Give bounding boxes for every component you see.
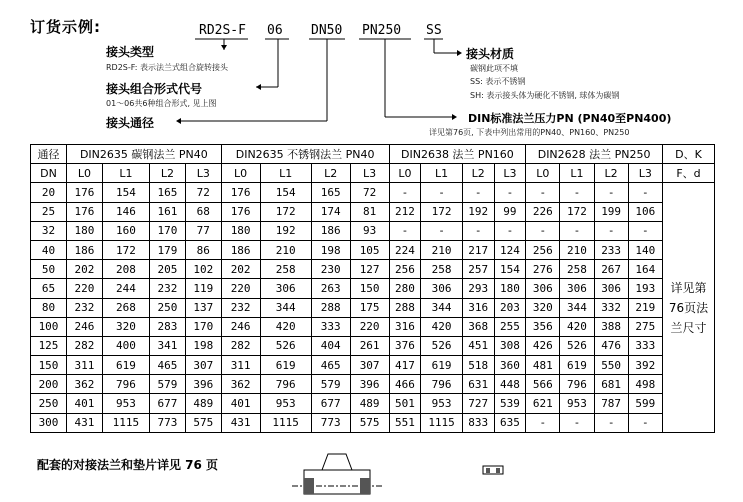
table-cell: 550 bbox=[594, 356, 628, 375]
material-label: 接头材质 bbox=[466, 47, 515, 61]
table-cell: - bbox=[526, 221, 560, 240]
table-cell: 203 bbox=[494, 298, 526, 317]
table-cell: 99 bbox=[494, 202, 526, 221]
dn-cell: 250 bbox=[31, 394, 67, 413]
table-cell: 404 bbox=[311, 336, 350, 355]
table-cell: 526 bbox=[560, 336, 594, 355]
table-row bbox=[31, 336, 715, 355]
table-cell: 368 bbox=[462, 317, 494, 336]
pressure-label: DIN标准法兰压力PN (PN40至PN400) bbox=[468, 112, 672, 125]
table-cell: 333 bbox=[311, 317, 350, 336]
table-cell: 257 bbox=[462, 260, 494, 279]
table-cell: 280 bbox=[389, 279, 421, 298]
table-cell: 172 bbox=[560, 202, 594, 221]
table-cell: 400 bbox=[102, 336, 149, 355]
table-cell: 282 bbox=[67, 336, 103, 355]
table-cell: - bbox=[494, 183, 526, 202]
table-cell: 233 bbox=[594, 240, 628, 259]
material-note-1: 碳钢此项不填 bbox=[470, 64, 518, 73]
table-cell: 268 bbox=[102, 298, 149, 317]
table-cell: - bbox=[628, 221, 662, 240]
table-cell: 619 bbox=[421, 356, 463, 375]
table-row bbox=[31, 317, 715, 336]
code-part-bore: DN50 bbox=[311, 23, 343, 38]
pressure-desc: 详见第76页, 下表中列出常用的PN40、PN160、PN250 bbox=[429, 128, 630, 137]
material-note-3: SH: 表示接头体为硬化不锈钢, 球体为碳钢 bbox=[470, 91, 620, 100]
table-cell: 401 bbox=[67, 394, 103, 413]
table-cell: 796 bbox=[260, 375, 311, 394]
table-cell: 293 bbox=[462, 279, 494, 298]
table-cell: 796 bbox=[102, 375, 149, 394]
dn-cell: 65 bbox=[31, 279, 67, 298]
dn-cell: 80 bbox=[31, 298, 67, 317]
table-cell: 205 bbox=[150, 260, 186, 279]
table-cell: 68 bbox=[185, 202, 221, 221]
table-row bbox=[31, 375, 715, 394]
header-carbon-pn40: DIN2635 碳钢法兰 PN40 bbox=[67, 145, 222, 164]
table-cell: 263 bbox=[311, 279, 350, 298]
table-cell: 232 bbox=[67, 298, 103, 317]
table-row bbox=[31, 260, 715, 279]
table-cell: 146 bbox=[102, 202, 149, 221]
table-cell: - bbox=[560, 183, 594, 202]
table-cell: 953 bbox=[560, 394, 594, 413]
dn-cell: 300 bbox=[31, 413, 67, 432]
table-cell: 288 bbox=[389, 298, 421, 317]
table-cell: 316 bbox=[389, 317, 421, 336]
table-cell: 220 bbox=[67, 279, 103, 298]
table-cell: 448 bbox=[494, 375, 526, 394]
table-cell: 401 bbox=[221, 394, 260, 413]
table-row bbox=[31, 413, 715, 432]
table-cell: 727 bbox=[462, 394, 494, 413]
table-cell: 288 bbox=[311, 298, 350, 317]
table-cell: - bbox=[462, 183, 494, 202]
subheader-cell: L0 bbox=[389, 164, 421, 183]
table-cell: 787 bbox=[594, 394, 628, 413]
table-row bbox=[31, 279, 715, 298]
table-cell: 232 bbox=[221, 298, 260, 317]
table-cell: 176 bbox=[221, 183, 260, 202]
table-cell: 77 bbox=[185, 221, 221, 240]
table-cell: 420 bbox=[421, 317, 463, 336]
table-cell: 180 bbox=[494, 279, 526, 298]
table-cell: 308 bbox=[494, 336, 526, 355]
table-cell: 431 bbox=[67, 413, 103, 432]
header-dk: D、K bbox=[663, 145, 715, 164]
table-cell: 501 bbox=[389, 394, 421, 413]
table-cell: 164 bbox=[628, 260, 662, 279]
table-cell: 174 bbox=[311, 202, 350, 221]
table-cell: 1115 bbox=[260, 413, 311, 432]
table-cell: 796 bbox=[421, 375, 463, 394]
table-cell: 179 bbox=[150, 240, 186, 259]
table-cell: 356 bbox=[526, 317, 560, 336]
table-cell: - bbox=[421, 183, 463, 202]
table-cell: 124 bbox=[494, 240, 526, 259]
table-cell: 306 bbox=[560, 279, 594, 298]
header-stainless-pn40: DIN2635 不锈钢法兰 PN40 bbox=[221, 145, 389, 164]
table-cell: - bbox=[526, 413, 560, 432]
code-part-pressure: PN250 bbox=[362, 23, 402, 38]
table-cell: 180 bbox=[67, 221, 103, 240]
footer-note: 配套的对接法兰和垫片详见 76 页 bbox=[37, 458, 219, 472]
table-cell: 579 bbox=[311, 375, 350, 394]
table-cell: 267 bbox=[594, 260, 628, 279]
table-cell: 417 bbox=[389, 356, 421, 375]
table-cell: 258 bbox=[260, 260, 311, 279]
table-cell: 186 bbox=[311, 221, 350, 240]
table-cell: 220 bbox=[221, 279, 260, 298]
table-cell: 208 bbox=[102, 260, 149, 279]
table-cell: 226 bbox=[526, 202, 560, 221]
subheader-cell: L2 bbox=[311, 164, 350, 183]
table-cell: 426 bbox=[526, 336, 560, 355]
table-cell: - bbox=[594, 221, 628, 240]
table-cell: 210 bbox=[560, 240, 594, 259]
table-cell: 150 bbox=[350, 279, 389, 298]
table-cell: 518 bbox=[462, 356, 494, 375]
table-cell: 362 bbox=[67, 375, 103, 394]
table-cell: 420 bbox=[560, 317, 594, 336]
table-cell: 599 bbox=[628, 394, 662, 413]
table-cell: 176 bbox=[67, 202, 103, 221]
table-cell: 102 bbox=[185, 260, 221, 279]
table-cell: 172 bbox=[260, 202, 311, 221]
table-cell: 566 bbox=[526, 375, 560, 394]
table-cell: 1115 bbox=[102, 413, 149, 432]
table-cell: 631 bbox=[462, 375, 494, 394]
table-cell: 154 bbox=[102, 183, 149, 202]
table-cell: 396 bbox=[185, 375, 221, 394]
table-cell: 105 bbox=[350, 240, 389, 259]
table-cell: 551 bbox=[389, 413, 421, 432]
table-cell: - bbox=[560, 413, 594, 432]
table-cell: 282 bbox=[221, 336, 260, 355]
table-cell: 575 bbox=[350, 413, 389, 432]
table-cell: 619 bbox=[560, 356, 594, 375]
table-header-row bbox=[31, 145, 715, 164]
table-cell: 476 bbox=[594, 336, 628, 355]
table-row bbox=[31, 183, 715, 202]
table-cell: 186 bbox=[67, 240, 103, 259]
table-cell: 154 bbox=[260, 183, 311, 202]
table-row bbox=[31, 356, 715, 375]
table-cell: 106 bbox=[628, 202, 662, 221]
table-cell: 392 bbox=[628, 356, 662, 375]
page-title: 订货示例: bbox=[30, 18, 101, 36]
table-cell: - bbox=[462, 221, 494, 240]
table-cell: 465 bbox=[311, 356, 350, 375]
table-cell: 72 bbox=[350, 183, 389, 202]
table-cell: 341 bbox=[150, 336, 186, 355]
table-cell: 307 bbox=[185, 356, 221, 375]
dn-cell: 40 bbox=[31, 240, 67, 259]
table-row bbox=[31, 221, 715, 240]
table-cell: 193 bbox=[628, 279, 662, 298]
table-cell: 172 bbox=[421, 202, 463, 221]
joint-type-label: 接头类型 bbox=[106, 45, 155, 59]
table-cell: 160 bbox=[102, 221, 149, 240]
table-cell: - bbox=[421, 221, 463, 240]
table-cell: 579 bbox=[150, 375, 186, 394]
table-cell: 283 bbox=[150, 317, 186, 336]
bore-label: 接头通径 bbox=[106, 116, 155, 130]
table-cell: 344 bbox=[260, 298, 311, 317]
dn-cell: 125 bbox=[31, 336, 67, 355]
subheader-cell: L0 bbox=[526, 164, 560, 183]
table-cell: 307 bbox=[350, 356, 389, 375]
table-cell: 127 bbox=[350, 260, 389, 279]
table-cell: 86 bbox=[185, 240, 221, 259]
table-row bbox=[31, 298, 715, 317]
table-cell: 466 bbox=[389, 375, 421, 394]
table-cell: 198 bbox=[185, 336, 221, 355]
table-cell: 311 bbox=[221, 356, 260, 375]
dn-cell: 20 bbox=[31, 183, 67, 202]
subheader-dn: DN bbox=[31, 164, 67, 183]
table-cell: 681 bbox=[594, 375, 628, 394]
dn-cell: 200 bbox=[31, 375, 67, 394]
table-cell: 72 bbox=[185, 183, 221, 202]
table-cell: 250 bbox=[150, 298, 186, 317]
table-cell: 256 bbox=[526, 240, 560, 259]
table-cell: 212 bbox=[389, 202, 421, 221]
table-cell: 635 bbox=[494, 413, 526, 432]
table-cell: 833 bbox=[462, 413, 494, 432]
dn-cell: 150 bbox=[31, 356, 67, 375]
table-row bbox=[31, 240, 715, 259]
table-cell: 165 bbox=[311, 183, 350, 202]
table-cell: 451 bbox=[462, 336, 494, 355]
table-cell: 176 bbox=[67, 183, 103, 202]
table-cell: 388 bbox=[594, 317, 628, 336]
header-pn160: DIN2638 法兰 PN160 bbox=[389, 145, 526, 164]
table-cell: 172 bbox=[102, 240, 149, 259]
table-cell: 170 bbox=[150, 221, 186, 240]
table-cell: 306 bbox=[421, 279, 463, 298]
table-cell: - bbox=[628, 183, 662, 202]
dn-cell: 100 bbox=[31, 317, 67, 336]
subheader-cell: L1 bbox=[421, 164, 463, 183]
table-cell: 420 bbox=[260, 317, 311, 336]
table-cell: 161 bbox=[150, 202, 186, 221]
table-cell: 489 bbox=[185, 394, 221, 413]
table-cell: 198 bbox=[311, 240, 350, 259]
table-cell: 217 bbox=[462, 240, 494, 259]
joint-type-desc: RD2S-F: 表示法兰式组合旋转接头 bbox=[106, 63, 228, 72]
material-note-2: SS: 表示不锈钢 bbox=[470, 77, 526, 86]
dn-cell: 25 bbox=[31, 202, 67, 221]
table-cell: 1115 bbox=[421, 413, 463, 432]
table-subheader-row bbox=[31, 164, 715, 183]
table-cell: - bbox=[494, 221, 526, 240]
dn-cell: 50 bbox=[31, 260, 67, 279]
code-part-type: RD2S-F bbox=[199, 23, 246, 38]
table-cell: 539 bbox=[494, 394, 526, 413]
table-cell: 320 bbox=[526, 298, 560, 317]
table-cell: 154 bbox=[494, 260, 526, 279]
table-cell: 677 bbox=[311, 394, 350, 413]
table-cell: 180 bbox=[221, 221, 260, 240]
table-row bbox=[31, 394, 715, 413]
table-cell: 81 bbox=[350, 202, 389, 221]
table-cell: 93 bbox=[350, 221, 389, 240]
table-cell: 199 bbox=[594, 202, 628, 221]
table-cell: 119 bbox=[185, 279, 221, 298]
table-cell: 246 bbox=[221, 317, 260, 336]
table-cell: 256 bbox=[389, 260, 421, 279]
table-row bbox=[31, 202, 715, 221]
table-cell: 306 bbox=[260, 279, 311, 298]
table-cell: 186 bbox=[221, 240, 260, 259]
table-cell: 220 bbox=[350, 317, 389, 336]
table-cell: 333 bbox=[628, 336, 662, 355]
subheader-cell: L2 bbox=[462, 164, 494, 183]
table-cell: 275 bbox=[628, 317, 662, 336]
subheader-cell: L3 bbox=[494, 164, 526, 183]
table-cell: 376 bbox=[389, 336, 421, 355]
table-cell: 261 bbox=[350, 336, 389, 355]
table-cell: 481 bbox=[526, 356, 560, 375]
table-cell: 498 bbox=[628, 375, 662, 394]
table-cell: 192 bbox=[462, 202, 494, 221]
table-cell: 210 bbox=[260, 240, 311, 259]
subheader-cell: L1 bbox=[102, 164, 149, 183]
table-cell: - bbox=[560, 221, 594, 240]
table-cell: 176 bbox=[221, 202, 260, 221]
table-cell: 621 bbox=[526, 394, 560, 413]
table-cell: 255 bbox=[494, 317, 526, 336]
table-cell: 306 bbox=[594, 279, 628, 298]
table-cell: 489 bbox=[350, 394, 389, 413]
table-cell: 219 bbox=[628, 298, 662, 317]
table-cell: - bbox=[389, 183, 421, 202]
subheader-cell: L3 bbox=[628, 164, 662, 183]
dn-cell: 32 bbox=[31, 221, 67, 240]
table-cell: 526 bbox=[260, 336, 311, 355]
table-cell: 232 bbox=[150, 279, 186, 298]
table-cell: 332 bbox=[594, 298, 628, 317]
dimensions-table bbox=[30, 144, 715, 433]
table-cell: 619 bbox=[260, 356, 311, 375]
table-cell: - bbox=[389, 221, 421, 240]
code-part-material: SS bbox=[426, 23, 442, 38]
table-body bbox=[31, 183, 715, 432]
table-cell: 165 bbox=[150, 183, 186, 202]
table-cell: 210 bbox=[421, 240, 463, 259]
table-cell: - bbox=[594, 183, 628, 202]
subheader-cell: L1 bbox=[260, 164, 311, 183]
table-cell: 619 bbox=[102, 356, 149, 375]
table-cell: 230 bbox=[311, 260, 350, 279]
table-cell: 362 bbox=[221, 375, 260, 394]
combo-code-desc: 01～06共6种组合形式, 见上图 bbox=[106, 99, 217, 108]
table-cell: 773 bbox=[150, 413, 186, 432]
table-cell: 175 bbox=[350, 298, 389, 317]
table-cell: 202 bbox=[67, 260, 103, 279]
table-cell: 431 bbox=[221, 413, 260, 432]
table-cell: 306 bbox=[526, 279, 560, 298]
table-cell: 953 bbox=[421, 394, 463, 413]
table-cell: - bbox=[628, 413, 662, 432]
table-cell: - bbox=[594, 413, 628, 432]
code-part-combo: 06 bbox=[267, 23, 283, 38]
table-cell: 316 bbox=[462, 298, 494, 317]
table-cell: 953 bbox=[260, 394, 311, 413]
subheader-cell: L0 bbox=[221, 164, 260, 183]
subheader-fd: F、d bbox=[663, 164, 715, 183]
table-cell: 344 bbox=[560, 298, 594, 317]
table-cell: 224 bbox=[389, 240, 421, 259]
table-cell: 140 bbox=[628, 240, 662, 259]
side-note-text: 详见第76页法兰尺寸 bbox=[668, 280, 709, 335]
side-note-cell bbox=[663, 183, 715, 432]
table-cell: 246 bbox=[67, 317, 103, 336]
table-cell: 137 bbox=[185, 298, 221, 317]
subheader-cell: L1 bbox=[560, 164, 594, 183]
table-cell: 170 bbox=[185, 317, 221, 336]
table-cell: 575 bbox=[185, 413, 221, 432]
table-cell: 276 bbox=[526, 260, 560, 279]
table-cell: 953 bbox=[102, 394, 149, 413]
subheader-cell: L3 bbox=[350, 164, 389, 183]
table-cell: - bbox=[526, 183, 560, 202]
table-cell: 796 bbox=[560, 375, 594, 394]
table-cell: 677 bbox=[150, 394, 186, 413]
table-cell: 465 bbox=[150, 356, 186, 375]
table-cell: 192 bbox=[260, 221, 311, 240]
table-cell: 202 bbox=[221, 260, 260, 279]
table-cell: 258 bbox=[560, 260, 594, 279]
subheader-cell: L2 bbox=[594, 164, 628, 183]
table-cell: 344 bbox=[421, 298, 463, 317]
table-cell: 244 bbox=[102, 279, 149, 298]
header-pn250: DIN2628 法兰 PN250 bbox=[526, 145, 663, 164]
subheader-cell: L3 bbox=[185, 164, 221, 183]
table-cell: 396 bbox=[350, 375, 389, 394]
subheader-cell: L2 bbox=[150, 164, 186, 183]
subheader-cell: L0 bbox=[67, 164, 103, 183]
header-bore: 通径 bbox=[31, 145, 67, 164]
combo-code-label: 接头组合形式代号 bbox=[106, 82, 203, 96]
table-cell: 320 bbox=[102, 317, 149, 336]
table-cell: 258 bbox=[421, 260, 463, 279]
table-cell: 360 bbox=[494, 356, 526, 375]
table-cell: 526 bbox=[421, 336, 463, 355]
table-cell: 773 bbox=[311, 413, 350, 432]
table-cell: 311 bbox=[67, 356, 103, 375]
